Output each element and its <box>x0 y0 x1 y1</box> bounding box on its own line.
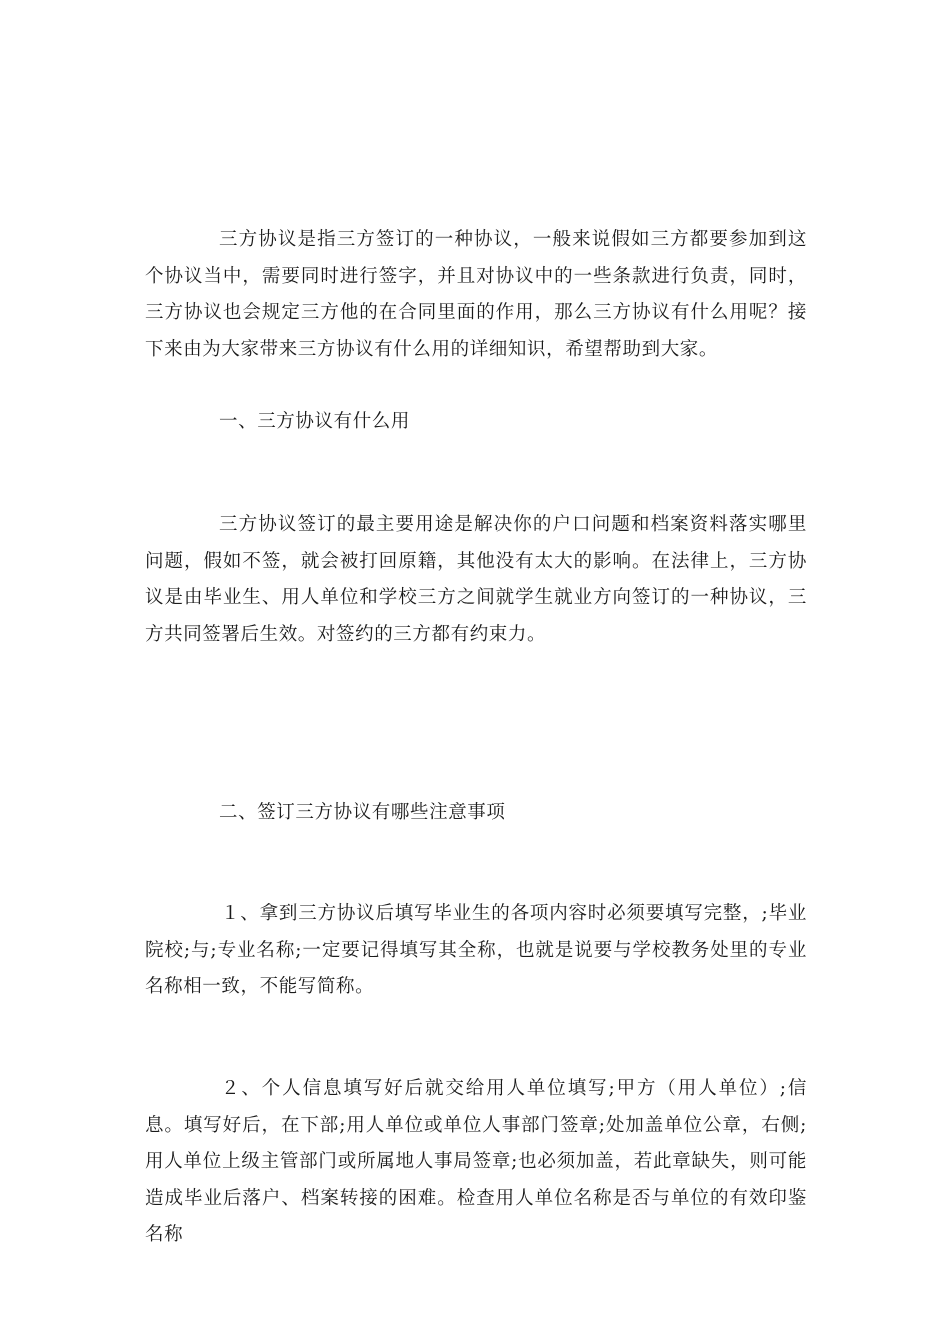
intro-paragraph: 三方协议是指三方签订的一种协议，一般来说假如三方都要参加到这个协议当中，需要同时进行签字，并且对协议中的一些条款进行负责，同时，三方协议也会规定三方他的在合同里面的作用，那么三方协议有什么用呢？接下来由为大家带来三方协议有什么用的详细知识，希望帮助到大家。 <box>145 229 807 360</box>
section-1-heading: 一、三方协议有什么用 <box>219 411 411 432</box>
section-1-paragraph: 三方协议签订的最主要用途是解决你的户口问题和档案资料落实哪里问题，假如不签，就会被打回原籍，其他没有太大的影响。在法律上，三方协议是由毕业生、用人单位和学校三方之间就学生就业方向签订的一种协议，三方共同签署后生效。对签约的三方都有约束力。 <box>145 514 807 645</box>
list-item-2: ２、个人信息填写好后就交给用人单位填写;甲方（用人单位）;信息。填写好后，在下部;用人单位或单位人事部门签章;处加盖单位公章，右侧;用人单位上级主管部门或所属地人事局签章;也必须加盖，若此章缺失，则可能造成毕业后落户、档案转接的困难。检查用人单位名称是否与单位的有效印鉴名称 <box>145 1078 807 1245</box>
section-2-heading: 二、签订三方协议有哪些注意事项 <box>219 802 506 823</box>
list-item-1: １、拿到三方协议后填写毕业生的各项内容时必须要填写完整，;毕业院校;与;专业名称;一定要记得填写其全称，也就是说要与学校教务处里的专业名称相一致，不能写简称。 <box>145 903 807 997</box>
